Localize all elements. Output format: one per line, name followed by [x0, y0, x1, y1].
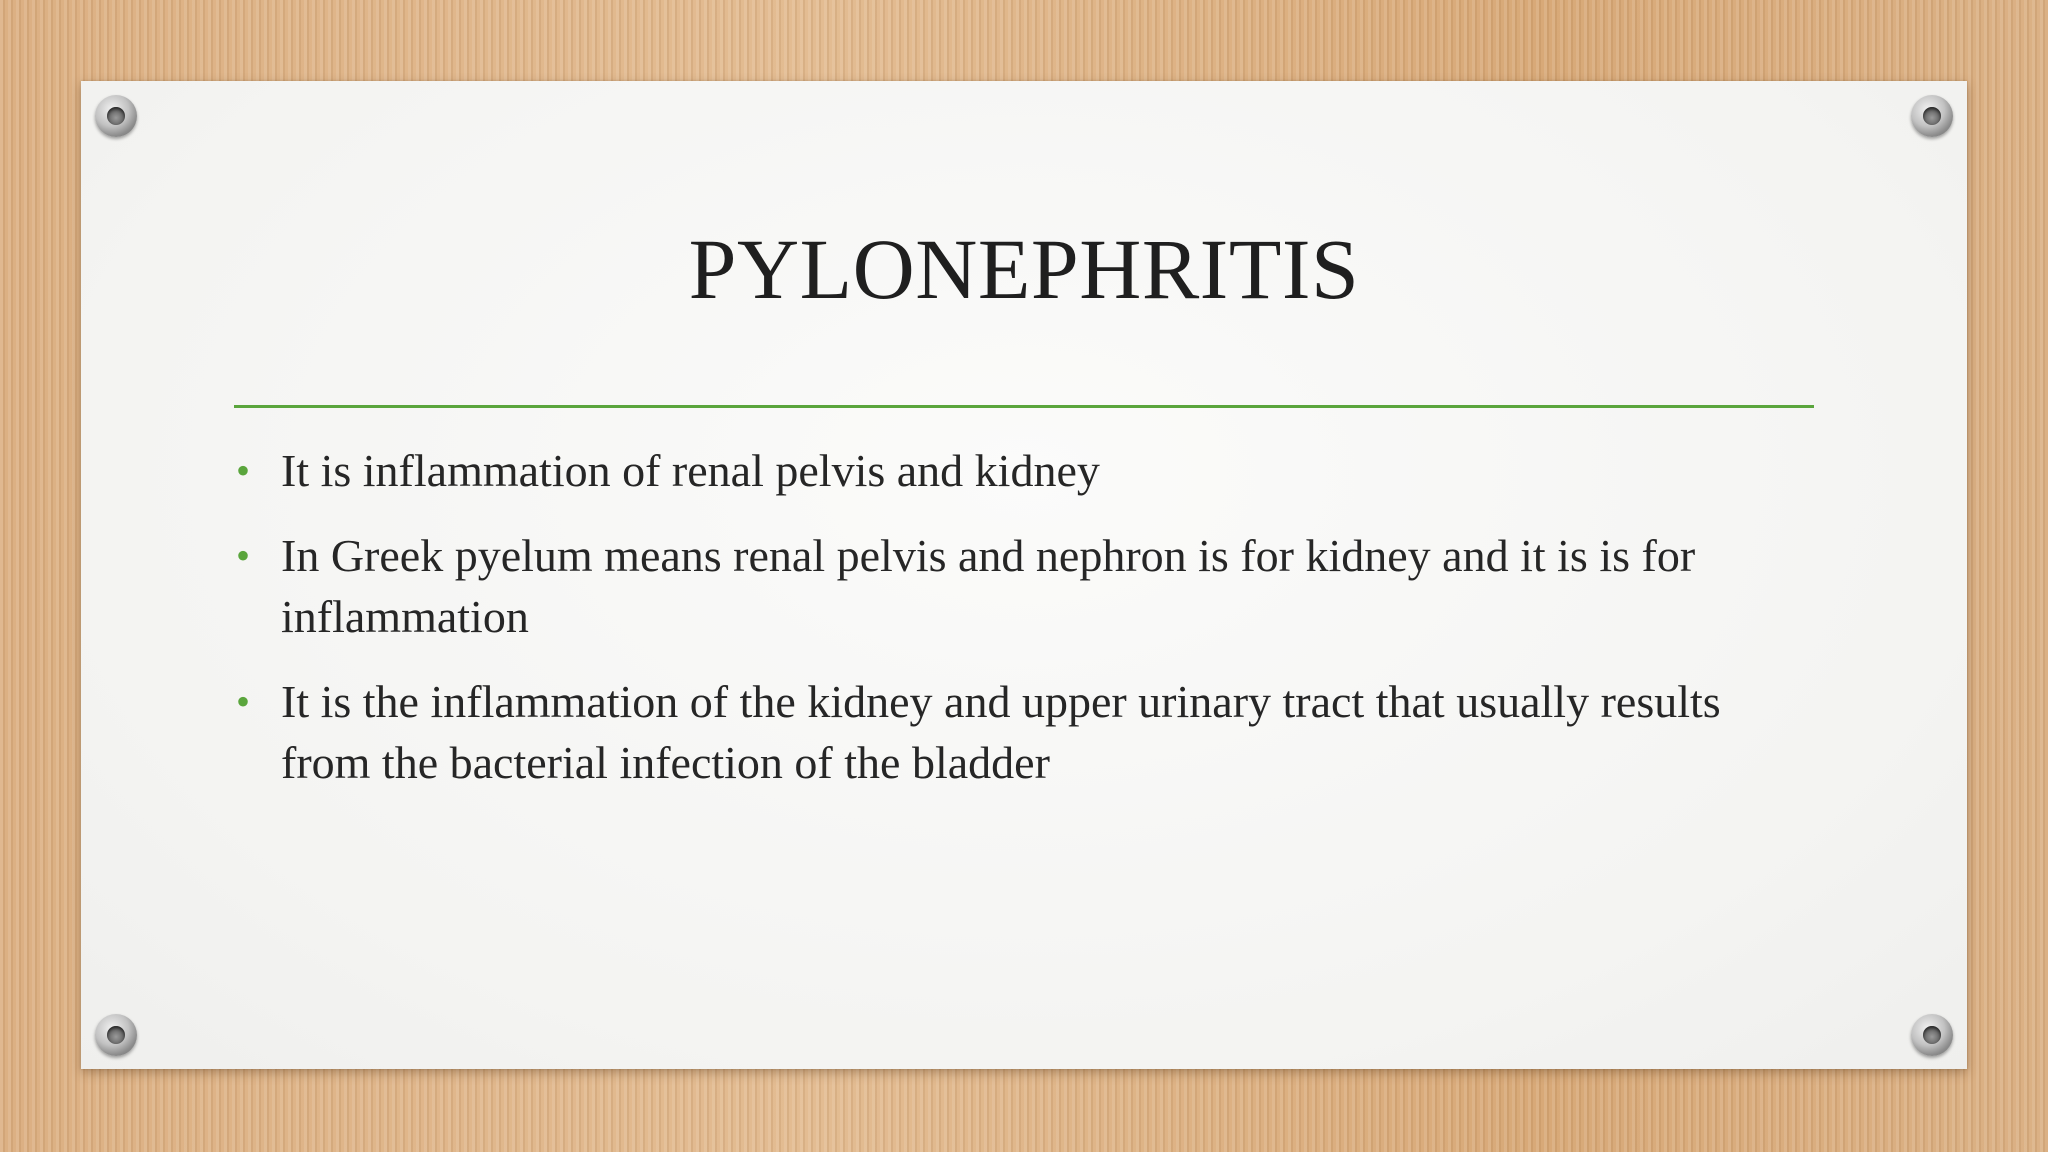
bullet-item: [234, 525, 1814, 647]
bullet-text: It is inflammation of renal pelvis and kidney: [281, 445, 1100, 496]
bullet-item: [234, 440, 1814, 501]
title-divider: [234, 405, 1814, 408]
bullet-list: [234, 440, 1814, 817]
bullet-text: It is the inflammation of the kidney and upper urinary tract that usually results from the bacterial infection of the bladder: [281, 676, 1721, 788]
grommet-bottom-left: [95, 1014, 137, 1056]
bullet-dot-icon: •: [236, 448, 251, 493]
slide-title: PYLONEPHRITIS: [688, 221, 1360, 317]
bullet-dot-icon: •: [236, 679, 251, 724]
bullet-item: [234, 671, 1814, 793]
bullet-dot-icon: •: [236, 533, 251, 578]
grommet-bottom-right: [1911, 1014, 1953, 1056]
bullet-text: In Greek pyelum means renal pelvis and nephron is for kidney and it is is for inflammation: [281, 530, 1696, 642]
grommet-top-left: [95, 95, 137, 137]
grommet-top-right: [1911, 95, 1953, 137]
